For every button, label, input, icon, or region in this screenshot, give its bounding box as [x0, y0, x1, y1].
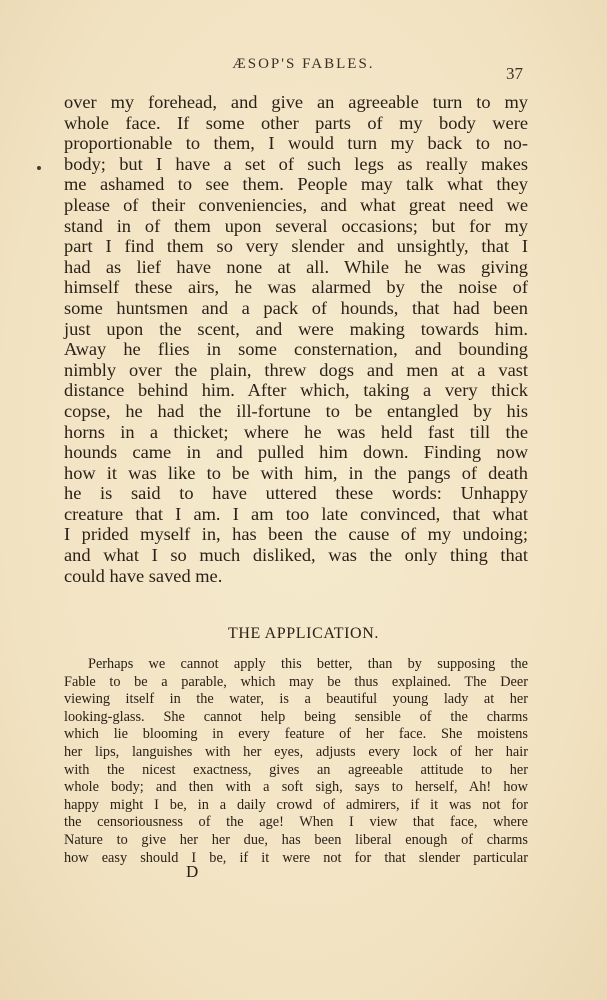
fable-text	[64, 92, 528, 586]
text-line: some huntsmen and a pack of hounds, that had been	[64, 297, 528, 318]
text-line: over my forehead, and give an agreeable turn to my	[64, 92, 528, 112]
text-line: please of their conveniencies, and what great need we	[64, 194, 528, 215]
text-line: himself these airs, he was alarmed by the noise of	[64, 277, 528, 298]
text-line: horns in a thicket; where he was held fast till the	[64, 421, 528, 442]
application-line: Nature to give her her due, has been liberal enough of charms	[64, 831, 528, 848]
text-line: he is said to have uttered these words: Unhappy	[64, 483, 528, 504]
text-line: how it was like to be with him, in the pangs of death	[64, 462, 528, 483]
application-line: Fable to be a parable, which may be thus explained. The Deer	[64, 673, 528, 690]
ink-speck	[37, 166, 41, 170]
application-line: how easy should I be, if it were not for that slender particular	[64, 849, 528, 866]
text-line: hounds came in and pulled him down. Finding now	[64, 442, 528, 463]
text-line: body; but I have a set of such legs as really makes	[64, 153, 528, 174]
text-line: me ashamed to see them. People may talk what they	[64, 174, 528, 195]
text-line: proportionable to them, I would turn my back to no-	[64, 133, 528, 154]
application-line: looking-glass. She cannot help being sensible of the charms	[64, 708, 528, 725]
application-line: with the nicest exactness, gives an agreeable attitude to her	[64, 761, 528, 778]
text-line: nimbly over the plain, threw dogs and men at a vast	[64, 359, 528, 380]
application-line: happy might I be, in a daily crowd of admirers, if it was not for	[64, 796, 528, 813]
text-line: and what I so much disliked, was the only thing that	[64, 545, 528, 566]
text-line: could have saved me.	[64, 565, 223, 586]
signature-mark: D	[186, 862, 199, 881]
application-text	[64, 656, 528, 867]
text-line: copse, he had the ill-fortune to be entangled by his	[64, 400, 528, 421]
application-line: which lie blooming in every feature of her face. She moistens	[64, 726, 528, 743]
text-line: had as lief have none at all. While he was giving	[64, 256, 528, 277]
application-line: viewing itself in the water, is a beautiful young lady at her	[64, 691, 528, 708]
application-line: the censoriousness of the age! When I view that face, where	[64, 814, 528, 831]
page-number: 37	[506, 64, 523, 83]
text-line: distance behind him. After which, taking a very thick	[64, 380, 528, 401]
text-line: just upon the scent, and were making towards him.	[64, 318, 528, 339]
running-title: ÆSOP'S FABLES.	[232, 56, 375, 72]
application-line: her lips, languishes with her eyes, adjusts every lock of her hair	[64, 743, 528, 760]
application-line: whole body; and then with a soft sigh, says to herself, Ah! how	[64, 779, 528, 796]
text-line: Away he flies in some consternation, and bounding	[64, 339, 528, 360]
text-line: part I find them so very slender and unsightly, that I	[64, 236, 528, 257]
text-line: creature that I am. I am too late convinced, that what	[64, 503, 528, 524]
application-heading: THE APPLICATION.	[228, 625, 379, 642]
text-line: I prided myself in, has been the cause of my undoing;	[64, 524, 528, 545]
text-line: stand in of them upon several occasions; but for my	[64, 215, 528, 236]
text-line: whole face. If some other parts of my body were	[64, 112, 528, 133]
application-line: Perhaps we cannot apply this better, than by supposing the	[88, 656, 528, 672]
